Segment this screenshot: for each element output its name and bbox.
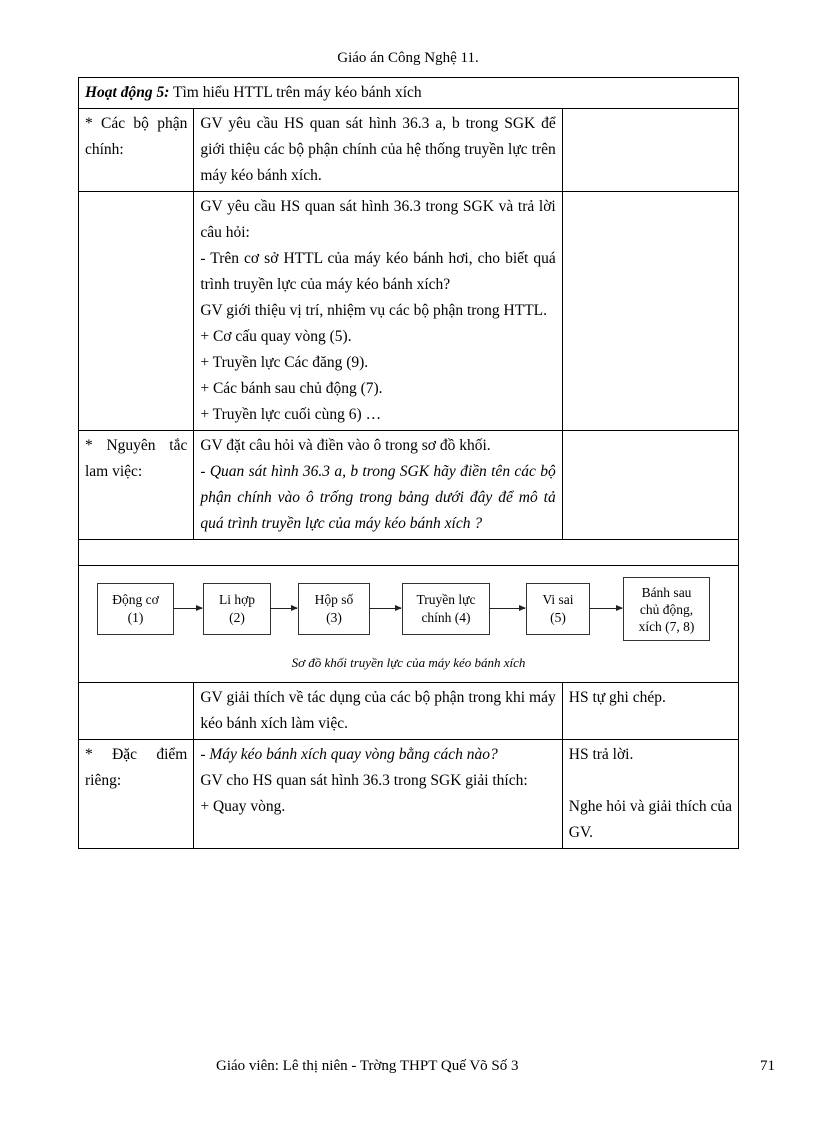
table-row [79, 109, 739, 192]
diagram-box-differential: Vi sai (5) [526, 583, 590, 635]
teacher-activity: GV giải thích về tác dụng của các bộ phận trong khi máy kéo bánh xích làm việc. [194, 683, 562, 740]
section-label: * Các bộ phận chính: [79, 109, 194, 192]
activity-text: Tìm hiểu HTTL trên máy kéo bánh xích [169, 84, 422, 101]
text-line: GV cho HS quan sát hình 36.3 trong SGK giải thích: [200, 772, 528, 789]
student-activity [562, 431, 738, 540]
table-row [79, 192, 739, 431]
diagram-box-engine: Động cơ (1) [97, 583, 174, 635]
text-line: + Các bánh sau chủ động (7). [200, 380, 383, 397]
text-line: HS trả lời. [568, 746, 634, 763]
page-number: 71 [760, 1058, 775, 1074]
student-activity [562, 192, 738, 431]
teacher-activity [194, 740, 562, 849]
arrow-icon [173, 608, 202, 609]
section-label [79, 192, 194, 431]
blank-row [79, 540, 739, 566]
table-row [79, 740, 739, 849]
question-text: - Máy kéo bánh xích quay vòng bằng cách nào? [200, 746, 498, 763]
section-label [79, 683, 194, 740]
diagram-box-main-drive: Truyền lực chính (4) [402, 583, 490, 635]
arrow-icon [270, 608, 297, 609]
text-line: + Cơ cấu quay vòng (5). [200, 328, 352, 345]
diagram-caption: Sơ đồ khối truyền lực của máy kéo bánh xích [291, 655, 526, 670]
activity-title [79, 78, 739, 109]
table-row [79, 431, 739, 540]
text-line: - Trên cơ sở HTTL của máy kéo bánh hơi, cho biết quá trình truyền lực của máy kéo bánh xích? [200, 250, 556, 293]
activity-label: Hoạt động 5: [85, 84, 170, 101]
text-line: + Truyền lực cuối cùng 6) … [200, 406, 382, 423]
page-header: Giáo án Công Nghệ 11. [337, 50, 479, 66]
arrow-icon [489, 608, 525, 609]
table-title-row [79, 78, 739, 109]
spacer-line [569, 768, 732, 794]
diagram-box-gearbox: Hộp số (3) [298, 583, 370, 635]
arrow-icon [369, 608, 401, 609]
lesson-table [78, 77, 739, 849]
student-activity [562, 740, 738, 849]
arrow-icon [589, 608, 622, 609]
block-diagram [79, 566, 739, 683]
diagram-row [79, 566, 739, 683]
diagram-box-drive-wheels: Bánh sau chủ động, xích (7, 8) [623, 577, 710, 641]
text-line: GV đặt câu hỏi và điền vào ô trong sơ đồ khối. [200, 437, 491, 454]
section-label: * Đặc điểm riêng: [79, 740, 194, 849]
text-line: GV yêu cầu HS quan sát hình 36.3 trong SGK và trả lời câu hỏi: [200, 198, 556, 241]
table-row [79, 683, 739, 740]
text-line: GV giới thiệu vị trí, nhiệm vụ các bộ phận trong HTTL. [200, 302, 548, 319]
section-label: * Nguyên tắc lam việc: [79, 431, 194, 540]
question-text: - Quan sát hình 36.3 a, b trong SGK hãy điền tên các bộ phận chính vào ô trống trong bảng dưới đây để mô tả quá trình truyền lực của máy kéo bánh xích ? [200, 463, 556, 532]
student-activity [562, 109, 738, 192]
teacher-activity: GV yêu cầu HS quan sát hình 36.3 a, b trong SGK để giới thiệu các bộ phận chính của hệ thống truyền lực trên máy kéo bánh xích. [194, 109, 562, 192]
teacher-activity [194, 192, 562, 431]
text-line: + Truyền lực Các đăng (9). [200, 354, 369, 371]
diagram-box-clutch: Li hợp (2) [203, 583, 271, 635]
teacher-activity [194, 431, 562, 540]
student-activity: HS tự ghi chép. [562, 683, 738, 740]
text-line: Nghe hỏi và giải thích của GV. [568, 798, 732, 841]
text-line: + Quay vòng. [200, 798, 286, 815]
page-footer: Giáo viên: Lê thị niên - Trờng THPT Quế Võ Số 3 [216, 1058, 519, 1074]
